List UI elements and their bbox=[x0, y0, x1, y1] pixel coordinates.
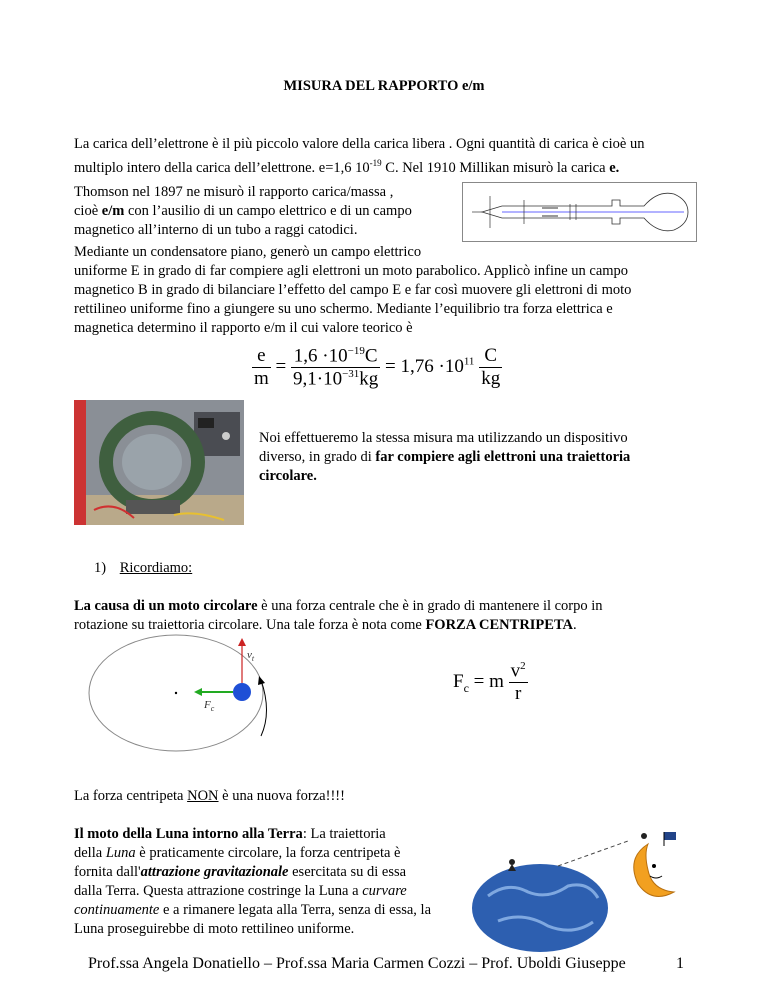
luna-line-6: Luna proseguirebbe di moto rettilineo uniforme. bbox=[74, 921, 355, 937]
footer-authors: Prof.ssa Angela Donatiello – Prof.ssa Maria Carmen Cozzi – Prof. Uboldi Giuseppe bbox=[88, 955, 626, 972]
result-value: = $1,76 \cdot 10^{11}$ bbox=[385, 355, 475, 378]
condensatore-line-1: Mediante un condensatore piano, generò un campo elettrico bbox=[74, 244, 422, 260]
vt-label: $v_t$ bbox=[247, 649, 255, 663]
condensatore-line-5: magnetica determino il rapporto e/m il cui valore teorico è bbox=[74, 320, 413, 336]
luna-line-1: Il moto della Luna intorno alla Terra: La traiettoria bbox=[74, 826, 386, 842]
apparatus-photo bbox=[74, 400, 244, 525]
circle-center bbox=[175, 692, 177, 694]
earth-moon-illustration bbox=[468, 826, 696, 952]
moon bbox=[634, 844, 674, 897]
value-fraction: $\frac{1,6 \cdot 10^{-19}C}{9,1\cdot 10^{-31}kg}$ bbox=[293, 345, 379, 390]
luna-line-3: fornita dall'attrazione gravitazionale esercitata su di essa bbox=[74, 864, 407, 880]
em-equation: $\frac{e}{m}$ = $\frac{1,6 \cdot 10^{-19}C}{9,1\cdot 10^{-31}kg}$ = $1,76 \cdot 10^{11}$ $\frac{C}{kg}$ bbox=[254, 345, 501, 390]
unit-fraction: $\frac{C}{kg}$ bbox=[481, 345, 501, 390]
luna-paragraph bbox=[74, 825, 459, 939]
cathode-ray-tube-figure bbox=[462, 182, 697, 242]
luna-line-4: dalla Terra. Questa attrazione costringe la Luna a curvare bbox=[74, 883, 407, 899]
centripetal-formula: $F_c = m$ $\frac{v^2}{r}$ bbox=[453, 660, 526, 705]
noi-line-3: circolare. bbox=[259, 468, 317, 484]
section-heading bbox=[94, 560, 192, 577]
condensatore-paragraph bbox=[74, 243, 696, 338]
noi-line-2: diverso, in grado di far compiere agli elettroni una traiettoria bbox=[259, 449, 631, 465]
flag-icon bbox=[664, 832, 676, 840]
v2-over-r: $\frac{v^2}{r}$ bbox=[510, 660, 526, 705]
condensatore-line-2: uniforme E in grado di far compiere agli elettroni un moto parabolico. Applicò infine un campo bbox=[74, 263, 629, 279]
causa-line-1: La causa di un moto circolare è una forza centrale che è in grado di mantenere il corpo in bbox=[74, 598, 603, 614]
noi-line-1: Noi effettueremo la stessa misura ma utilizzando un dispositivo bbox=[259, 430, 628, 446]
rotation-arrow bbox=[261, 680, 267, 736]
fc-label: $F_c$ bbox=[204, 699, 215, 713]
condensatore-line-4: rettilineo uniforme fino a giungere su uno schermo. Mediante l’equilibrio tra forza elettrica e bbox=[74, 301, 613, 317]
luna-line-5: continuamente e a rimanere legata alla Terra, senza di essa, la bbox=[74, 902, 432, 918]
causa-line-2: rotazione su traiettoria circolare. Una tale forza è nota come FORZA CENTRIPETA. bbox=[74, 617, 577, 633]
thomson-paragraph bbox=[74, 183, 444, 240]
earth bbox=[472, 864, 608, 952]
intro-line-2: multiplo intero della carica dell’elettrone. e=1,6 $10^{-19}$ C. Nel 1910 Millikan misurò la carica e. bbox=[74, 158, 620, 176]
page-title: MISURA DEL RAPPORTO e/m bbox=[283, 78, 485, 94]
gravity-line bbox=[558, 841, 628, 866]
thomson-line-3: magnetico all’interno di un tubo a raggi catodici. bbox=[74, 222, 358, 238]
condensatore-line-3: magnetico B in grado di bilanciare l’effetto del campo E e far così muovere gli elettroni di moto bbox=[74, 282, 632, 298]
noi-paragraph bbox=[259, 429, 696, 486]
intro-line-1: La carica dell’elettrone è il più piccolo valore della carica libera . Ogni quantità di carica è cioè un bbox=[74, 136, 645, 152]
em-fraction: $\frac{e}{m}$ bbox=[254, 345, 269, 390]
page-number: 1 bbox=[676, 955, 684, 972]
nuova-forza-line: La forza centripeta NON è una nuova forza!!!! bbox=[74, 788, 345, 804]
section-number: 1) bbox=[94, 560, 107, 576]
thomson-line-1: Thomson nel 1897 ne misurò il rapporto carica/massa , bbox=[74, 184, 394, 200]
circular-motion-diagram bbox=[86, 632, 356, 764]
causa-paragraph bbox=[74, 597, 696, 635]
luna-line-2: della Luna è praticamente circolare, la forza centripeta è bbox=[74, 845, 401, 861]
section-title: Ricordiamo: bbox=[119, 560, 193, 576]
rotating-body bbox=[233, 683, 251, 701]
intro-paragraph bbox=[74, 135, 696, 178]
thomson-line-2: cioè e/m con l’ausilio di un campo elettrico e di un campo bbox=[74, 203, 412, 219]
